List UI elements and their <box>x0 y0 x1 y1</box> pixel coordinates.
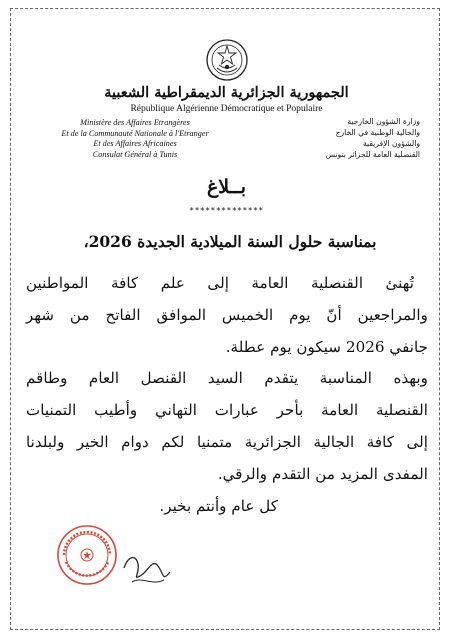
body-line: والمراجعين أنّ يوم الخميس الموافق الفاتح من شهر <box>26 305 428 324</box>
ministry-line: Ministère des Affaires Etrangères <box>80 118 190 127</box>
closing-line: كل عام وأنتم بخير. <box>159 496 278 515</box>
announcement-subject: بمناسبة حلول السنة الميلادية الجديدة 2026، <box>83 232 377 251</box>
ministry-line-ar: وزارة الشؤون الخارجية <box>347 117 420 126</box>
announcement-body <box>26 268 428 522</box>
title-divider: ************** <box>189 206 264 215</box>
body-line: المفدى المزيد من التقدم والرقي. <box>217 464 428 483</box>
ministry-block-arabic <box>290 116 420 160</box>
ministry-line: Et de la Communauté Nationale à l'Etranger <box>61 128 209 138</box>
republic-name-french: République Algérienne Démocratique et Populaire <box>130 104 323 114</box>
algeria-emblem-icon <box>205 38 249 82</box>
ministry-line-ar: والجالية الوطنية في الخارج <box>335 128 420 137</box>
ministry-line-ar: القنصلية العامة للجزائر بتونس <box>325 150 420 159</box>
body-line: القنصلية العامة بأحر عبارات التهاني وأطيب التمنيات <box>26 401 428 420</box>
body-line: جانفي 2026 سيكون يوم عطلة. <box>225 337 428 356</box>
ministry-line: Et des Affaires Africaines <box>93 139 177 148</box>
signature-icon <box>118 546 178 596</box>
ministry-block-french <box>60 118 210 160</box>
body-line: وبهذه المناسبة يتقدم السيد القنصل العام وطاقم <box>26 369 428 388</box>
consulate-stamp-icon <box>56 524 118 586</box>
republic-name-arabic: الجمهورية الجزائرية الديمقراطية الشعبية <box>104 84 349 101</box>
ministry-line: Consulat Général à Tunis <box>92 149 178 159</box>
body-line: إلى كافة الجالية الجزائرية متمنيا لكم دوام الخير ولبلدنا <box>26 432 428 451</box>
announcement-title: بــلاغ <box>206 176 247 198</box>
body-line: تُهنئ القنصلية العامة إلى علم كافة المواطنين <box>26 274 414 292</box>
ministry-line-ar: والشؤون الإفريقية <box>362 139 420 148</box>
